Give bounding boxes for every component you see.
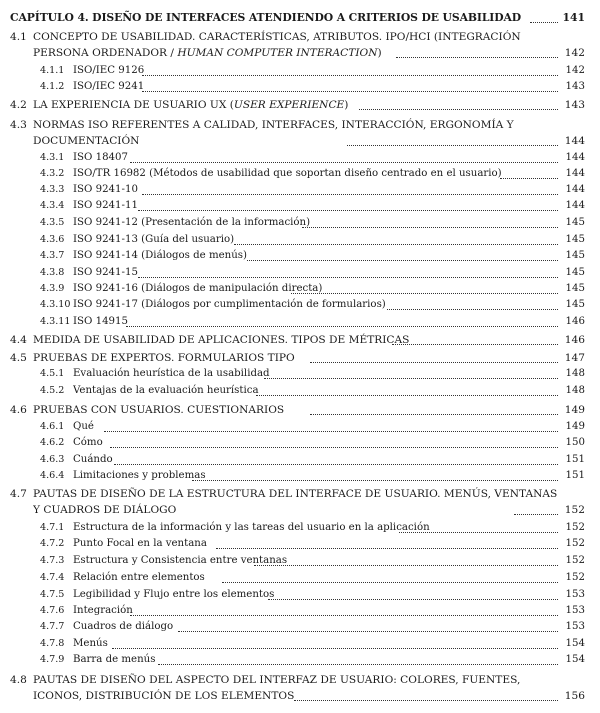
toc-subentry <box>0 215 600 231</box>
dot-leader <box>192 480 558 481</box>
toc-subentry <box>0 553 600 569</box>
dot-leader <box>142 91 558 92</box>
toc-subentry <box>0 182 600 198</box>
entry-page: 147 <box>564 352 585 364</box>
toc-subentry <box>0 232 600 248</box>
entry-title: Cuadros de diálogo <box>73 621 174 632</box>
toc-subentry <box>0 570 600 586</box>
entry-title: Relación entre elementos <box>73 572 205 583</box>
entry-title: ISO 14915 <box>73 316 129 327</box>
dot-leader <box>530 22 558 23</box>
dot-leader <box>310 362 558 363</box>
entry-title: MEDIDA DE USABILIDAD DE APLICACIONES. TIPOS DE MÉTRICAS <box>33 334 410 346</box>
entry-number: 4.6 <box>10 404 27 416</box>
toc-subentry <box>0 281 600 297</box>
toc-entry <box>0 29 600 61</box>
entry-page: 145 <box>565 299 585 310</box>
toc-subentry <box>0 198 600 214</box>
dot-leader <box>256 395 558 396</box>
dot-leader <box>291 293 558 294</box>
dot-leader <box>234 244 558 245</box>
entry-title: ISO 9241-13 (Guía del usuario) <box>73 234 235 245</box>
toc-subentry <box>0 248 600 264</box>
dot-leader <box>399 532 558 533</box>
entry-title: PAUTAS DE DISEÑO DEL ASPECTO DEL INTERFAZ DE USUARIO: COLORES, FUENTES, ICONOS, DISTRIBUCIÓN DE LOS ELEMENTOS <box>33 674 521 702</box>
chapter-page: 141 <box>562 11 585 24</box>
toc-subentry <box>0 366 600 382</box>
dot-leader <box>387 309 558 310</box>
entry-page: 146 <box>564 334 585 346</box>
toc-entry <box>0 332 600 348</box>
entry-number: 4.7.8 <box>40 638 65 649</box>
entry-page: 144 <box>565 152 585 163</box>
dot-leader <box>294 700 558 701</box>
entry-page: 142 <box>565 65 585 76</box>
entry-number: 4.7.1 <box>40 522 65 533</box>
toc-subentry <box>0 619 600 635</box>
toc-subentry <box>0 452 600 468</box>
entry-number: 4.3.6 <box>40 234 65 245</box>
toc-subentry <box>0 603 600 619</box>
dot-leader <box>142 194 558 195</box>
dot-leader <box>142 75 558 76</box>
dot-leader <box>514 514 558 515</box>
entry-page: 144 <box>565 200 585 211</box>
entry-page: 153 <box>565 621 585 632</box>
dot-leader <box>347 145 558 146</box>
toc-subentry <box>0 587 600 603</box>
entry-page: 145 <box>565 234 585 245</box>
dot-leader <box>138 277 558 278</box>
entry-number: 4.3.4 <box>40 200 65 211</box>
toc-subentry <box>0 419 600 435</box>
toc-subentry <box>0 297 600 313</box>
entry-title: ISO 9241-11 <box>73 200 138 211</box>
entry-title: Estructura y Consistencia entre ventanas <box>73 555 288 566</box>
entry-number: 4.7.4 <box>40 572 65 583</box>
entry-page: 152 <box>565 555 585 566</box>
entry-title: ISO 9241-10 <box>73 184 138 195</box>
toc-entry <box>0 350 600 366</box>
entry-number: 4.3.11 <box>40 316 71 327</box>
toc-subentry <box>0 652 600 668</box>
entry-number: 4.7.6 <box>40 605 65 616</box>
entry-page: 145 <box>565 250 585 261</box>
entry-page: 151 <box>565 470 585 481</box>
entry-title: Legibilidad y Flujo entre los elementos <box>73 589 275 600</box>
entry-number: 4.3.2 <box>40 168 65 179</box>
entry-page: 148 <box>565 368 585 379</box>
toc-subentry <box>0 435 600 451</box>
toc-subentry <box>0 636 600 652</box>
entry-page: 143 <box>565 81 585 92</box>
toc-entry <box>0 486 600 518</box>
entry-page: 151 <box>565 454 585 465</box>
entry-page: 146 <box>565 316 585 327</box>
entry-page: 154 <box>565 638 585 649</box>
entry-page: 152 <box>565 538 585 549</box>
entry-page: 144 <box>565 168 585 179</box>
entry-page: 145 <box>565 217 585 228</box>
entry-number: 4.6.3 <box>40 454 65 465</box>
dot-leader <box>130 615 558 616</box>
entry-title: ISO 9241-15 <box>73 267 138 278</box>
entry-page: 150 <box>565 437 585 448</box>
dot-leader <box>158 664 558 665</box>
entry-page: 152 <box>564 504 585 516</box>
entry-title: ISO 9241-16 (Diálogos de manipulación directa) <box>73 283 323 294</box>
entry-title: Cuándo <box>73 454 113 465</box>
entry-number: 4.1.1 <box>40 65 65 76</box>
entry-title: ISO 9241-12 (Presentación de la información) <box>73 217 311 228</box>
dot-leader <box>396 57 558 58</box>
entry-title: Menús <box>73 638 108 649</box>
entry-page: 156 <box>564 690 585 702</box>
entry-number: 4.3.8 <box>40 267 65 278</box>
entry-page: 142 <box>564 47 585 59</box>
entry-page: 149 <box>565 421 585 432</box>
toc-entry <box>0 672 600 704</box>
entry-title: Punto Focal en la ventana <box>73 538 207 549</box>
toc-subentry <box>0 166 600 182</box>
dot-leader <box>126 326 558 327</box>
entry-title: Limitaciones y problemas <box>73 470 206 481</box>
entry-title: LA EXPERIENCIA DE USUARIO UX (USER EXPERIENCE) <box>33 99 349 111</box>
entry-title: Barra de menús <box>73 654 156 665</box>
entry-number: 4.7.3 <box>40 555 65 566</box>
entry-page: 153 <box>565 589 585 600</box>
entry-number: 4.7.7 <box>40 621 65 632</box>
dot-leader <box>302 227 558 228</box>
entry-title: NORMAS ISO REFERENTES A CALIDAD, INTERFACES, INTERACCIÓN, ERGONOMÍA Y DOCUMENTACIÓN <box>33 119 514 147</box>
entry-page: 144 <box>564 135 585 147</box>
entry-number: 4.6.4 <box>40 470 65 481</box>
dot-leader <box>114 464 558 465</box>
toc-entry <box>0 117 600 149</box>
toc-subentry <box>0 79 600 95</box>
entry-number: 4.7 <box>10 488 27 500</box>
dot-leader <box>359 109 558 110</box>
toc-entry <box>0 97 600 113</box>
entry-number: 4.6.2 <box>40 437 65 448</box>
entry-page: 149 <box>564 404 585 416</box>
entry-title: ISO 9241-17 (Diálogos por cumplimentación de formularios) <box>73 299 386 310</box>
dot-leader <box>178 631 558 632</box>
entry-title: ISO/IEC 9126 <box>73 65 145 76</box>
dot-leader <box>112 648 558 649</box>
toc-subentry <box>0 536 600 552</box>
dot-leader <box>392 344 558 345</box>
entry-page: 152 <box>565 572 585 583</box>
entry-page: 143 <box>564 99 585 111</box>
entry-number: 4.5.2 <box>40 385 65 396</box>
toc-subentry <box>0 63 600 79</box>
entry-number: 4.7.2 <box>40 538 65 549</box>
dot-leader <box>310 414 558 415</box>
entry-title: PAUTAS DE DISEÑO DE LA ESTRUCTURA DEL INTERFACE DE USUARIO. MENÚS, VENTANAS Y CUADROS DE DIÁLOGO <box>33 488 558 516</box>
entry-title: PRUEBAS DE EXPERTOS. FORMULARIOS TIPO <box>33 352 295 364</box>
dot-leader <box>254 565 558 566</box>
entry-title: CONCEPTO DE USABILIDAD. CARACTERÍSTICAS, ATRIBUTOS. IPO/HCI (INTEGRACIÓN PERSONA ORDENADOR / HUMAN COMPUTER INTERACTION) <box>33 31 521 59</box>
entry-number: 4.3.1 <box>40 152 65 163</box>
entry-number: 4.8 <box>10 674 27 686</box>
entry-title: Estructura de la información y las tareas del usuario en la aplicación <box>73 522 430 533</box>
entry-page: 148 <box>565 385 585 396</box>
dot-leader <box>268 599 558 600</box>
entry-title: ISO/TR 16982 (Métodos de usabilidad que soportan diseño centrado en el usuario) <box>73 168 502 179</box>
entry-number: 4.3 <box>10 119 27 131</box>
entry-number: 4.1.2 <box>40 81 65 92</box>
dot-leader <box>130 162 558 163</box>
entry-title: Evaluación heurística de la usabilidad <box>73 368 270 379</box>
entry-number: 4.3.10 <box>40 299 71 310</box>
entry-number: 4.2 <box>10 99 27 111</box>
entry-title: ISO 9241-14 (Diálogos de menús) <box>73 250 247 261</box>
dot-leader <box>138 210 558 211</box>
toc-subentry <box>0 314 600 330</box>
toc-subentry <box>0 468 600 484</box>
toc-entry <box>0 402 600 418</box>
entry-page: 154 <box>565 654 585 665</box>
chapter-title: CAPÍTULO 4. DISEÑO DE INTERFACES ATENDIENDO A CRITERIOS DE USABILIDAD <box>10 11 522 24</box>
entry-page: 152 <box>565 522 585 533</box>
entry-page: 145 <box>565 283 585 294</box>
entry-number: 4.3.9 <box>40 283 65 294</box>
entry-title: Cómo <box>73 437 103 448</box>
dot-leader <box>104 431 558 432</box>
entry-number: 4.5 <box>10 352 27 364</box>
toc-subentry <box>0 520 600 536</box>
dot-leader <box>110 447 558 448</box>
entry-number: 4.3.5 <box>40 217 65 228</box>
dot-leader <box>216 548 558 549</box>
dot-leader <box>247 260 558 261</box>
toc-subentry <box>0 265 600 281</box>
toc-subentry <box>0 150 600 166</box>
entry-title: Integración <box>73 605 133 616</box>
dot-leader <box>500 178 558 179</box>
entry-title: Qué <box>73 421 94 432</box>
entry-title: PRUEBAS CON USUARIOS. CUESTIONARIOS <box>33 404 285 416</box>
entry-number: 4.3.3 <box>40 184 65 195</box>
entry-number: 4.7.9 <box>40 654 65 665</box>
entry-number: 4.1 <box>10 31 27 43</box>
entry-page: 145 <box>565 267 585 278</box>
entry-title: ISO 18407 <box>73 152 129 163</box>
entry-page: 144 <box>565 184 585 195</box>
entry-number: 4.6.1 <box>40 421 65 432</box>
dot-leader <box>264 378 558 379</box>
entry-number: 4.4 <box>10 334 27 346</box>
toc-subentry <box>0 383 600 399</box>
entry-title: ISO/IEC 9241 <box>73 81 145 92</box>
dot-leader <box>222 582 558 583</box>
entry-number: 4.3.7 <box>40 250 65 261</box>
entry-title: Ventajas de la evaluación heurística <box>73 385 259 396</box>
entry-number: 4.5.1 <box>40 368 65 379</box>
entry-page: 153 <box>565 605 585 616</box>
entry-number: 4.7.5 <box>40 589 65 600</box>
